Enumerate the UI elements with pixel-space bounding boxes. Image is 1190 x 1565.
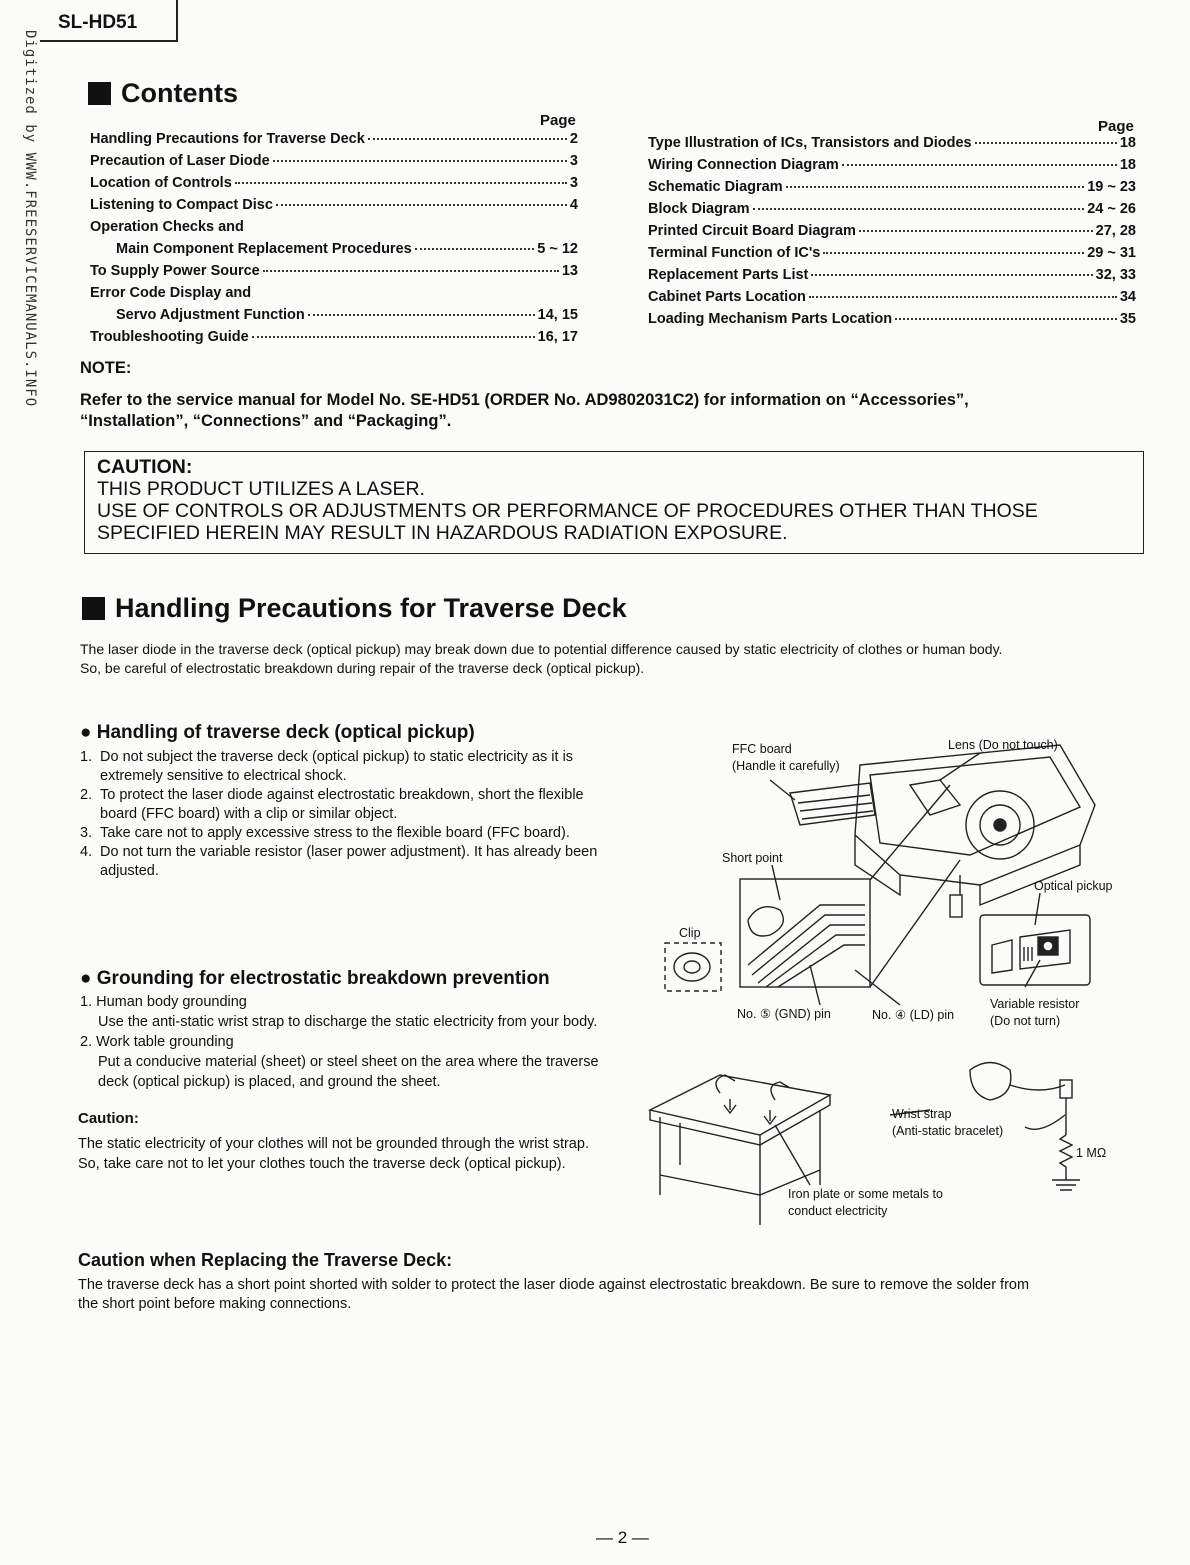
page-number: — 2 — [596, 1528, 649, 1547]
model-tab [40, 0, 178, 42]
caution-label: CAUTION: [97, 456, 193, 478]
subheading-grounding: ● Grounding for electrostatic breakdown prevention [80, 968, 550, 989]
variable-resistor-label: Variable resistor (Do not turn) [990, 997, 1080, 1028]
note-label: NOTE: [80, 359, 132, 377]
toc-entry[interactable]: Location of Controls 3 [90, 175, 578, 191]
gnd-pin-label: No. ⑤ (GND) pin [737, 1007, 831, 1021]
page-label-left: Page [540, 112, 576, 129]
list-item: 3. Take care not to apply excessive stress to the flexible board (FFC board). [80, 825, 570, 841]
toc-entry[interactable]: Precaution of Laser Diode 3 [90, 153, 578, 169]
leader-line [1025, 960, 1040, 987]
grounding-item-title: 1. Human body grounding [80, 994, 247, 1010]
caution-line: So, take care not to let your clothes touch the traverse deck (optical pickup). [78, 1156, 566, 1172]
caution-line: SPECIFIED HEREIN MAY RESULT IN HAZARDOUS RADIATION EXPOSURE. [97, 522, 788, 544]
toc-right [648, 135, 1136, 333]
laser-caution-box [84, 451, 1144, 554]
zoom-line [870, 860, 960, 987]
toc-entry[interactable]: Operation Checks and [90, 219, 244, 235]
intro-line: So, be careful of electrostatic breakdown during repair of the traverse deck (optical pickup). [80, 660, 645, 676]
intro-line: The laser diode in the traverse deck (optical pickup) may break down due to potential difference caused by static electricity of clothes or human body. [80, 641, 1003, 657]
list-item: 1. Do not subject the traverse deck (optical pickup) to static electricity as it is extremely sensitive to electrical shock. [80, 749, 574, 784]
toc-entry[interactable]: Replacement Parts List 32, 33 [648, 267, 1136, 283]
grounding-list [80, 992, 660, 1092]
toc-entry[interactable]: Printed Circuit Board Diagram 27, 28 [648, 223, 1136, 239]
toc-entry[interactable]: Loading Mechanism Parts Location 35 [648, 311, 1136, 327]
toc-entry[interactable]: Servo Adjustment Function 14, 15 [116, 307, 578, 323]
grounding-item-text: deck (optical pickup) is placed, and ground the sheet. [98, 1074, 441, 1090]
leader-line [772, 865, 780, 900]
toc-entry[interactable]: Wiring Connection Diagram 18 [648, 157, 1136, 173]
bullet-icon: ● [80, 968, 97, 989]
ld-pin-label: No. ④ (LD) pin [872, 1008, 955, 1022]
toc-entry[interactable]: Error Code Display and [90, 285, 252, 301]
list-item: 4. Do not turn the variable resistor (laser power adjustment). It has already been adjusted. [80, 844, 598, 879]
caution-line: THIS PRODUCT UTILIZES A LASER. [97, 478, 425, 500]
caution-sub-label: Caution: [78, 1110, 139, 1127]
heading-square-icon [82, 597, 105, 620]
grounding-item-text: Use the anti-static wrist strap to discharge the static electricity from your body. [98, 1014, 598, 1030]
note-line: Refer to the service manual for Model No. SE-HD51 (ORDER No. AD9802031C2) for information on “Accessories”, [80, 391, 969, 409]
subheading-handling: ● Handling of traverse deck (optical pickup) [80, 722, 475, 743]
leader-line [810, 965, 820, 1005]
toc-entry[interactable]: Schematic Diagram 19 ~ 23 [648, 179, 1136, 195]
wrist-strap-label: Wrist strap (Anti-static bracelet) [892, 1107, 1004, 1138]
zoom-line [870, 785, 950, 880]
short-point-zoom [740, 879, 870, 987]
toc-entry[interactable]: Type Illustration of ICs, Transistors and Diodes 18 [648, 135, 1136, 151]
toc-entry[interactable]: Main Component Replacement Procedures 5 ~ 12 [116, 241, 578, 257]
caution-line: USE OF CONTROLS OR ADJUSTMENTS OR PERFORMANCE OF PROCEDURES OTHER THAN THOSE [97, 500, 1038, 522]
toc-entry[interactable]: Troubleshooting Guide 16, 17 [90, 329, 578, 345]
optical-pickup-zoom [980, 915, 1090, 985]
toc-left [90, 131, 578, 351]
optical-pickup-label: Optical pickup [1034, 879, 1113, 893]
toc-entry[interactable]: Handling Precautions for Traverse Deck 2 [90, 131, 578, 147]
replace-line: The traverse deck has a short point shorted with solder to protect the laser diode against electrostatic breakdown. Be sure to remove the solder from [78, 1277, 1030, 1293]
grounding-item-title: 2. Work table grounding [80, 1034, 234, 1050]
resistor-value-label: 1 MΩ [1076, 1146, 1107, 1160]
leader-line [770, 780, 795, 800]
clip-label: Clip [679, 926, 701, 940]
heading-square-icon [88, 82, 111, 105]
ffc-board-drawing [790, 783, 875, 825]
replace-caution-text [78, 1276, 1158, 1314]
bullet-icon: ● [80, 722, 97, 743]
short-point-label: Short point [722, 851, 783, 865]
toc-entry[interactable]: Listening to Compact Disc 4 [90, 197, 578, 213]
grounding-item-text: Put a conducive material (sheet) or steel sheet on the area where the traverse [98, 1054, 599, 1070]
note-text [80, 390, 1140, 432]
caution-sub-text [78, 1134, 668, 1174]
handling-heading [82, 593, 627, 624]
short-point-traces [748, 905, 865, 987]
note-line: “Installation”, “Connections” and “Packaging”. [80, 412, 452, 430]
clip-icon [674, 953, 710, 981]
caution-line: The static electricity of your clothes will not be grounded through the wrist strap. [78, 1136, 589, 1152]
toc-entry[interactable]: Block Diagram 24 ~ 26 [648, 201, 1136, 217]
contents-heading [88, 78, 238, 109]
toc-entry[interactable]: Cabinet Parts Location 34 [648, 289, 1136, 305]
toc-entry[interactable]: Terminal Function of IC's 29 ~ 31 [648, 245, 1136, 261]
side-watermark: Digitized by WWW.FREESERVICEMANUALS.INFO [22, 30, 38, 408]
lens-label: Lens (Do not touch) [948, 738, 1058, 752]
handling-title: Handling Precautions for Traverse Deck [115, 593, 627, 623]
model-number: SL-HD51 [58, 12, 138, 33]
ffc-board-label: FFC board (Handle it carefully) [732, 742, 840, 773]
contents-title: Contents [121, 78, 238, 108]
replace-caution-title: Caution when Replacing the Traverse Deck: [78, 1250, 453, 1270]
handling-intro [80, 640, 1160, 678]
page-label-right: Page [1098, 118, 1134, 135]
list-item: 2. To protect the laser diode against electrostatic breakdown, short the flexible board (FFC board) with a clip or similar object. [80, 787, 584, 822]
iron-plate-label: Iron plate or some metals to conduct electricity [788, 1187, 943, 1218]
handling-list [80, 748, 660, 881]
replace-line: the short point before making connections. [78, 1296, 352, 1312]
leader-line [1035, 893, 1040, 925]
toc-entry[interactable]: To Supply Power Source 13 [90, 263, 578, 279]
